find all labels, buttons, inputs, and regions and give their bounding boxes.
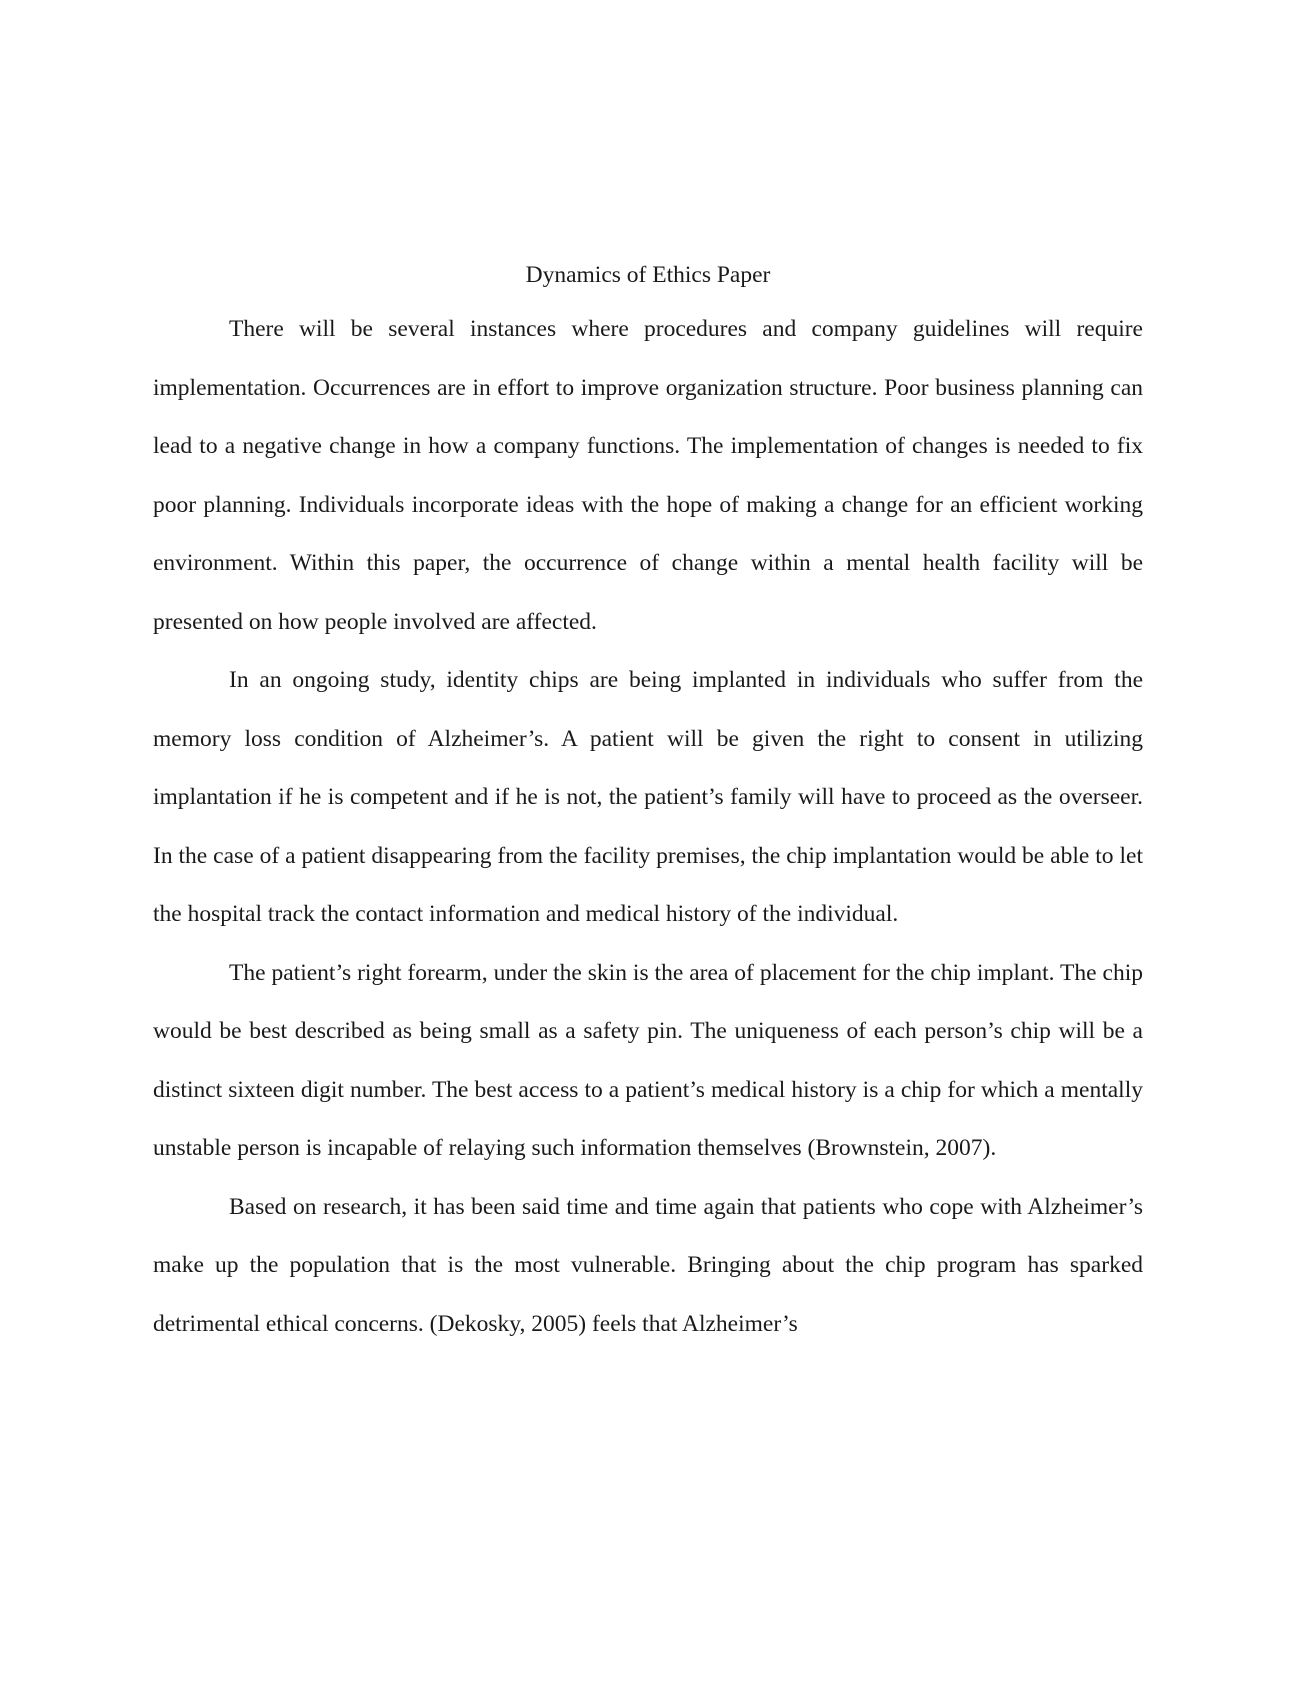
paragraph-3: The patient’s right forearm, under the skin is the area of placement for the chip implant. The chip would be best described as being small as a safety pin. The uniqueness of each person’s chip will be a distinct sixteen digit number. The best access to a patient’s medical history is a chip for which a mentally unstable person is incapable of relaying such information themselves (Brownstein, 2007).: [153, 959, 1143, 1161]
paragraph-2: In an ongoing study, identity chips are being implanted in individuals who suffer from the memory loss condition of Alzheimer’s. A patient will be given the right to consent in utilizing implantation if he is competent and if he is not, the patient’s family will have to proceed as the overseer. In the case of a patient disappearing from the facility premises, the chip implantation would be able to let the hospital track the contact information and medical history of the individual.: [153, 667, 1143, 927]
paragraph-1: There will be several instances where procedures and company guidelines will require implementation. Occurrences are in effort to improve organization structure. Poor business planning can lead to a negative change in how a company functions. The implementation of changes is needed to fix poor planning. Individuals incorporate ideas with the hope of making a change for an efficient working environment. Within this paper, the occurrence of change within a mental health facility will be presented on how people involved are affected.: [153, 316, 1143, 635]
document-body: [153, 250, 1143, 1353]
document-title: Dynamics of Ethics Paper: [525, 262, 771, 288]
paragraph-4: Based on research, it has been said time and time again that patients who cope with Alzheimer’s make up the population that is the most vulnerable. Bringing about the chip program has sparked detrimental ethical concerns. (Dekosky, 2005) feels that Alzheimer’s: [153, 1193, 1143, 1337]
